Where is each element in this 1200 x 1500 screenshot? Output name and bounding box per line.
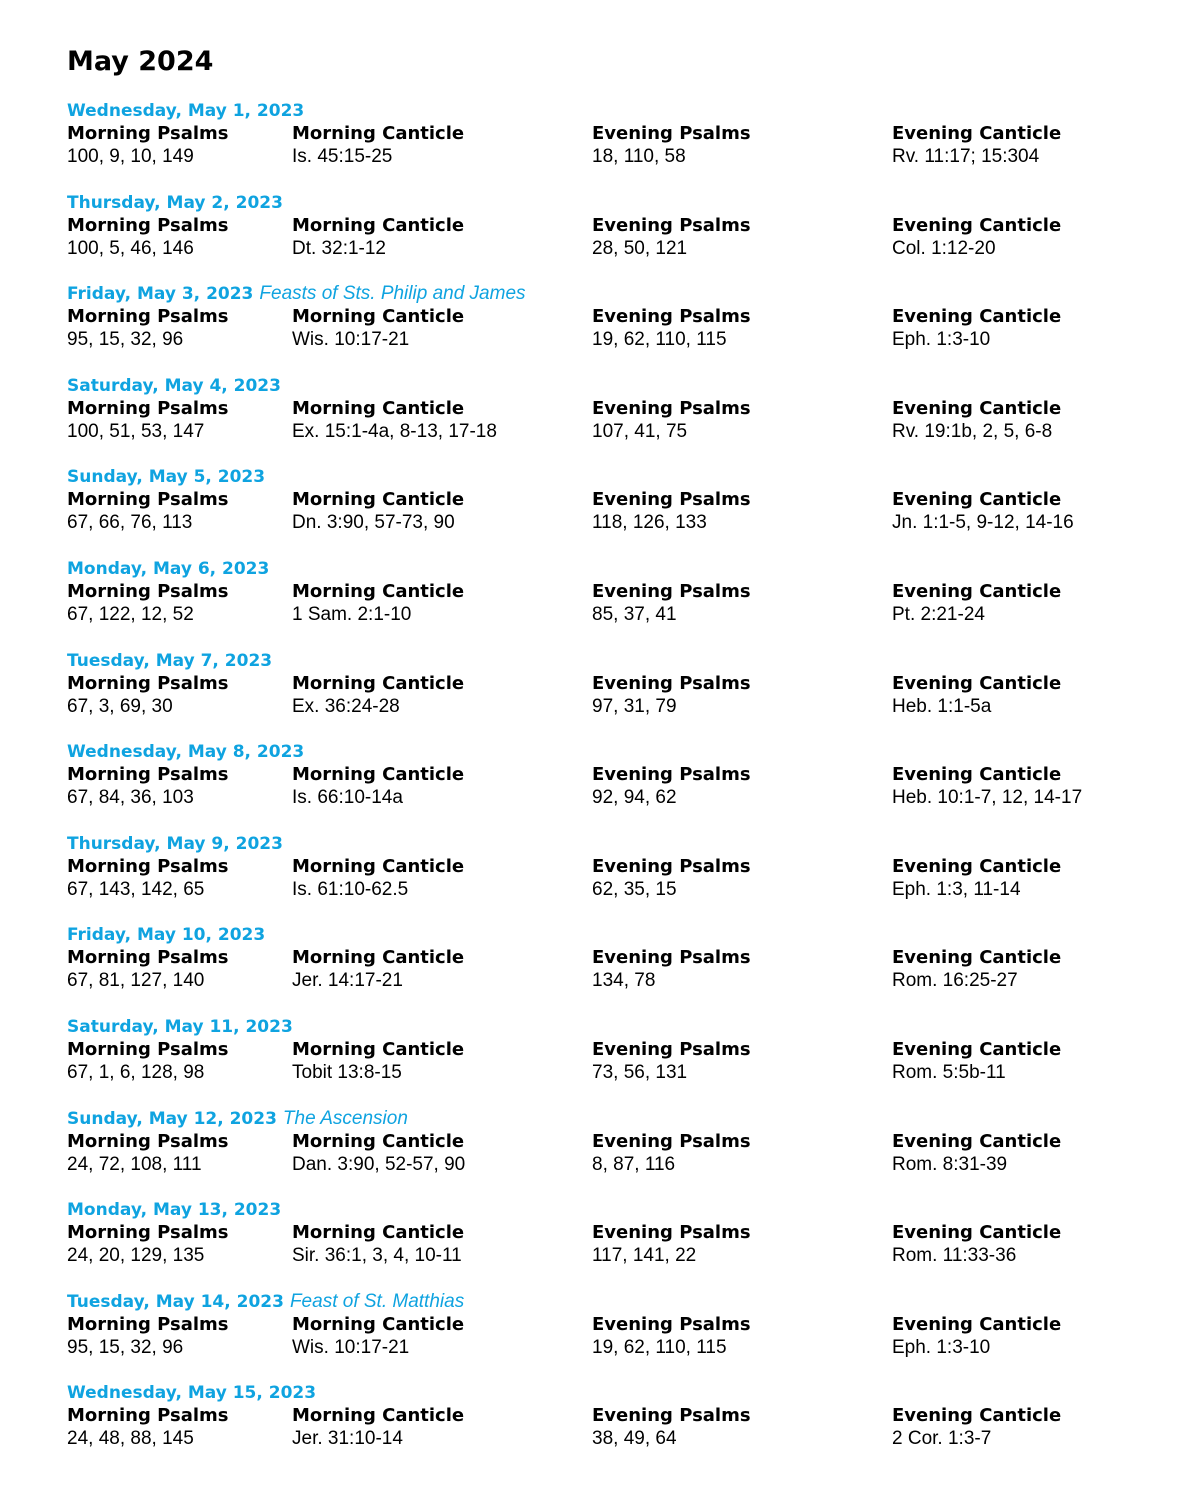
evening-canticle-label: Evening Canticle	[892, 397, 1062, 419]
evening-psalms-label: Evening Psalms	[592, 855, 751, 877]
day-header	[67, 650, 1177, 672]
label-row	[67, 1404, 1177, 1427]
label-row	[67, 763, 1177, 786]
day-date: Monday, May 13, 2023	[67, 1200, 282, 1221]
evening-canticle-value: Heb. 10:1-7, 12, 14-17	[892, 787, 1083, 809]
morning-canticle-label: Morning Canticle	[292, 306, 465, 328]
label-row	[67, 1221, 1177, 1244]
day-entry	[67, 1382, 1177, 1474]
evening-canticle-value: Heb. 1:1-5a	[892, 695, 992, 717]
label-row	[67, 1038, 1177, 1061]
label-row	[67, 946, 1177, 969]
morning-canticle-label: Morning Canticle	[292, 947, 465, 969]
morning-canticle-value: 1 Sam. 2:1-10	[292, 603, 412, 625]
morning-canticle-label: Morning Canticle	[292, 855, 465, 877]
evening-psalms-label: Evening Psalms	[592, 1130, 751, 1152]
evening-psalms-label: Evening Psalms	[592, 1313, 751, 1335]
morning-canticle-value: Is. 61:10-62.5	[292, 878, 409, 900]
evening-canticle-label: Evening Canticle	[892, 306, 1062, 328]
morning-canticle-label: Morning Canticle	[292, 489, 465, 511]
value-row	[67, 695, 1177, 718]
value-row	[67, 1244, 1177, 1267]
morning-psalms-value: 67, 1, 6, 128, 98	[67, 1061, 205, 1083]
evening-psalms-value: 38, 49, 64	[592, 1428, 677, 1450]
morning-canticle-value: Ex. 15:1-4a, 8-13, 17-18	[292, 420, 497, 442]
morning-psalms-value: 67, 3, 69, 30	[67, 695, 173, 717]
value-row	[67, 969, 1177, 992]
day-date: Wednesday, May 1, 2023	[67, 101, 305, 121]
label-row	[67, 1313, 1177, 1336]
evening-canticle-label: Evening Canticle	[892, 672, 1062, 694]
evening-canticle-value: Eph. 1:3-10	[892, 1336, 991, 1358]
day-date: Friday, May 10, 2023	[67, 925, 266, 946]
day-header	[67, 100, 1177, 122]
morning-psalms-value: 24, 48, 88, 145	[67, 1428, 194, 1450]
value-row	[67, 1061, 1177, 1084]
page-title: May 2024	[67, 46, 214, 77]
evening-psalms-label: Evening Psalms	[592, 947, 751, 969]
morning-psalms-label: Morning Psalms	[67, 947, 229, 969]
morning-psalms-value: 100, 51, 53, 147	[67, 420, 205, 442]
evening-canticle-label: Evening Canticle	[892, 489, 1062, 511]
morning-canticle-label: Morning Canticle	[292, 214, 465, 236]
evening-canticle-value: Col. 1:12-20	[892, 237, 996, 259]
day-date: Wednesday, May 8, 2023	[67, 742, 305, 763]
evening-psalms-value: 107, 41, 75	[592, 420, 688, 442]
label-row	[67, 305, 1177, 328]
day-header	[67, 1108, 1177, 1130]
day-entry	[67, 1291, 1177, 1383]
value-row	[67, 328, 1177, 351]
evening-psalms-label: Evening Psalms	[592, 214, 751, 236]
morning-psalms-label: Morning Psalms	[67, 580, 229, 602]
evening-canticle-label: Evening Canticle	[892, 1405, 1062, 1427]
day-entry	[67, 466, 1177, 558]
evening-canticle-value: Rv. 19:1b, 2, 5, 6-8	[892, 420, 1053, 442]
label-row	[67, 580, 1177, 603]
evening-psalms-value: 19, 62, 110, 115	[592, 1336, 727, 1358]
evening-psalms-label: Evening Psalms	[592, 1405, 751, 1427]
evening-canticle-value: Rv. 11:17; 15:304	[892, 146, 1040, 167]
label-row	[67, 672, 1177, 695]
day-header	[67, 1291, 1177, 1313]
morning-canticle-value: Is. 45:15-25	[292, 146, 393, 167]
evening-psalms-value: 18, 110, 58	[592, 146, 686, 167]
morning-psalms-label: Morning Psalms	[67, 1222, 229, 1244]
day-entry	[67, 283, 1177, 375]
day-entry	[67, 1199, 1177, 1291]
evening-psalms-value: 117, 141, 22	[592, 1245, 697, 1267]
evening-psalms-value: 92, 94, 62	[592, 787, 677, 809]
evening-canticle-value: Pt. 2:21-24	[892, 603, 985, 625]
morning-canticle-label: Morning Canticle	[292, 1222, 465, 1244]
feast-name: Feasts of Sts. Philip and James	[259, 283, 526, 305]
morning-psalms-value: 24, 20, 129, 135	[67, 1245, 205, 1267]
value-row	[67, 511, 1177, 534]
evening-canticle-label: Evening Canticle	[892, 855, 1062, 877]
value-row	[67, 786, 1177, 809]
evening-psalms-value: 97, 31, 79	[592, 695, 677, 717]
morning-psalms-label: Morning Psalms	[67, 397, 229, 419]
evening-canticle-label: Evening Canticle	[892, 1038, 1062, 1060]
evening-canticle-label: Evening Canticle	[892, 1130, 1062, 1152]
morning-canticle-label: Morning Canticle	[292, 1038, 465, 1060]
day-date: Thursday, May 2, 2023	[67, 192, 283, 213]
evening-psalms-label: Evening Psalms	[592, 1222, 751, 1244]
evening-canticle-label: Evening Canticle	[892, 947, 1062, 969]
morning-canticle-value: Sir. 36:1, 3, 4, 10-11	[292, 1245, 462, 1267]
morning-canticle-value: Jer. 31:10-14	[292, 1428, 403, 1450]
day-header	[67, 283, 1177, 305]
evening-psalms-label: Evening Psalms	[592, 306, 751, 328]
day-header	[67, 1199, 1177, 1221]
evening-psalms-label: Evening Psalms	[592, 489, 751, 511]
evening-canticle-value: Jn. 1:1-5, 9-12, 14-16	[892, 512, 1074, 534]
evening-canticle-value: 2 Cor. 1:3-7	[892, 1428, 992, 1450]
morning-psalms-label: Morning Psalms	[67, 1313, 229, 1335]
morning-psalms-label: Morning Psalms	[67, 672, 229, 694]
morning-psalms-value: 24, 72, 108, 111	[67, 1153, 202, 1175]
label-row	[67, 397, 1177, 420]
day-header	[67, 833, 1177, 855]
value-row	[67, 420, 1177, 443]
morning-psalms-value: 67, 66, 76, 113	[67, 512, 193, 534]
day-header	[67, 466, 1177, 488]
morning-psalms-label: Morning Psalms	[67, 1130, 229, 1152]
day-header	[67, 924, 1177, 946]
morning-canticle-label: Morning Canticle	[292, 1405, 465, 1427]
day-entry	[67, 833, 1177, 925]
evening-psalms-value: 19, 62, 110, 115	[592, 329, 727, 351]
evening-canticle-value: Eph. 1:3-10	[892, 329, 991, 351]
value-row	[67, 1336, 1177, 1359]
evening-psalms-value: 134, 78	[592, 970, 656, 992]
evening-canticle-label: Evening Canticle	[892, 764, 1062, 786]
evening-psalms-value: 118, 126, 133	[592, 512, 707, 534]
day-entry	[67, 1108, 1177, 1200]
evening-psalms-value: 28, 50, 121	[592, 237, 688, 259]
day-header	[67, 1382, 1177, 1404]
morning-psalms-value: 67, 81, 127, 140	[67, 970, 205, 992]
morning-canticle-value: Tobit 13:8-15	[292, 1061, 402, 1083]
morning-canticle-label: Morning Canticle	[292, 580, 465, 602]
morning-canticle-label: Morning Canticle	[292, 397, 465, 419]
morning-psalms-value: 67, 143, 142, 65	[67, 878, 205, 900]
day-date: Tuesday, May 14, 2023	[67, 1291, 284, 1312]
day-entry	[67, 1016, 1177, 1108]
morning-psalms-value: 100, 5, 46, 146	[67, 237, 194, 259]
value-row	[67, 145, 1177, 168]
evening-canticle-value: Rom. 5:5b-11	[892, 1061, 1006, 1083]
evening-psalms-label: Evening Psalms	[592, 1038, 751, 1060]
day-header	[67, 741, 1177, 763]
evening-psalms-value: 73, 56, 131	[592, 1061, 688, 1083]
day-date: Thursday, May 9, 2023	[67, 833, 283, 854]
evening-canticle-value: Eph. 1:3, 11-14	[892, 878, 1021, 900]
day-date: Sunday, May 5, 2023	[67, 467, 266, 488]
label-row	[67, 214, 1177, 237]
morning-psalms-label: Morning Psalms	[67, 214, 229, 236]
day-header	[67, 192, 1177, 214]
evening-psalms-label: Evening Psalms	[592, 672, 751, 694]
day-date: Saturday, May 11, 2023	[67, 1016, 293, 1037]
morning-psalms-value: 100, 9, 10, 149	[67, 146, 194, 167]
value-row	[67, 237, 1177, 260]
evening-psalms-label: Evening Psalms	[592, 397, 751, 419]
day-list	[67, 100, 1177, 1474]
morning-canticle-label: Morning Canticle	[292, 1313, 465, 1335]
day-date: Monday, May 6, 2023	[67, 558, 270, 579]
evening-psalms-label: Evening Psalms	[592, 764, 751, 786]
morning-canticle-value: Dan. 3:90, 52-57, 90	[292, 1153, 466, 1175]
morning-psalms-label: Morning Psalms	[67, 764, 229, 786]
morning-psalms-label: Morning Psalms	[67, 1405, 229, 1427]
schedule-page	[67, 44, 1177, 1474]
morning-psalms-label: Morning Psalms	[67, 489, 229, 511]
evening-canticle-label: Evening Canticle	[892, 580, 1062, 602]
day-entry	[67, 100, 1177, 192]
value-row	[67, 1153, 1177, 1176]
day-header	[67, 375, 1177, 397]
day-entry	[67, 650, 1177, 742]
morning-canticle-label: Morning Canticle	[292, 764, 465, 786]
morning-psalms-value: 95, 15, 32, 96	[67, 1336, 184, 1358]
morning-psalms-label: Morning Psalms	[67, 306, 229, 328]
morning-psalms-label: Morning Psalms	[67, 1038, 229, 1060]
day-entry	[67, 375, 1177, 467]
feast-name: Feast of St. Matthias	[289, 1290, 465, 1312]
day-header	[67, 1016, 1177, 1038]
label-row	[67, 855, 1177, 878]
morning-canticle-label: Morning Canticle	[292, 672, 465, 694]
value-row	[67, 878, 1177, 901]
evening-psalms-value: 8, 87, 116	[592, 1153, 676, 1175]
morning-canticle-value: Dn. 3:90, 57-73, 90	[292, 512, 455, 534]
evening-canticle-label: Evening Canticle	[892, 1222, 1062, 1244]
label-row	[67, 122, 1177, 145]
morning-canticle-value: Wis. 10:17-21	[292, 1336, 410, 1358]
evening-psalms-value: 85, 37, 41	[592, 603, 677, 625]
evening-psalms-label: Evening Psalms	[592, 580, 751, 602]
morning-canticle-value: Dt. 32:1-12	[292, 237, 386, 259]
evening-psalms-value: 62, 35, 15	[592, 878, 677, 900]
morning-psalms-label: Morning Psalms	[67, 123, 229, 144]
evening-canticle-value: Rom. 8:31-39	[892, 1153, 1008, 1175]
morning-psalms-value: 95, 15, 32, 96	[67, 329, 184, 351]
morning-canticle-value: Wis. 10:17-21	[292, 329, 410, 351]
morning-psalms-value: 67, 122, 12, 52	[67, 603, 194, 625]
day-date: Tuesday, May 7, 2023	[67, 650, 273, 671]
day-date: Sunday, May 12, 2023	[67, 1108, 277, 1129]
label-row	[67, 488, 1177, 511]
day-date: Friday, May 3, 2023	[67, 284, 254, 305]
morning-psalms-value: 67, 84, 36, 103	[67, 787, 194, 809]
morning-canticle-label: Morning Canticle	[292, 123, 465, 144]
label-row	[67, 1130, 1177, 1153]
evening-canticle-value: Rom. 11:33-36	[892, 1245, 1017, 1267]
value-row	[67, 1427, 1177, 1450]
morning-canticle-value: Ex. 36:24-28	[292, 695, 400, 717]
day-header	[67, 558, 1177, 580]
evening-canticle-label: Evening Canticle	[892, 1313, 1062, 1335]
day-entry	[67, 192, 1177, 284]
evening-canticle-label: Evening Canticle	[892, 214, 1062, 236]
day-entry	[67, 924, 1177, 1016]
feast-name: The Ascension	[282, 1107, 408, 1129]
day-date: Wednesday, May 15, 2023	[67, 1383, 317, 1404]
morning-canticle-value: Is. 66:10-14a	[292, 787, 403, 809]
day-date: Saturday, May 4, 2023	[67, 375, 281, 396]
value-row	[67, 603, 1177, 626]
morning-canticle-value: Jer. 14:17-21	[292, 970, 403, 992]
morning-canticle-label: Morning Canticle	[292, 1130, 465, 1152]
morning-psalms-label: Morning Psalms	[67, 855, 229, 877]
day-entry	[67, 558, 1177, 650]
evening-canticle-label: Evening Canticle	[892, 123, 1062, 144]
evening-psalms-label: Evening Psalms	[592, 123, 751, 144]
day-entry	[67, 741, 1177, 833]
evening-canticle-value: Rom. 16:25-27	[892, 970, 1018, 992]
